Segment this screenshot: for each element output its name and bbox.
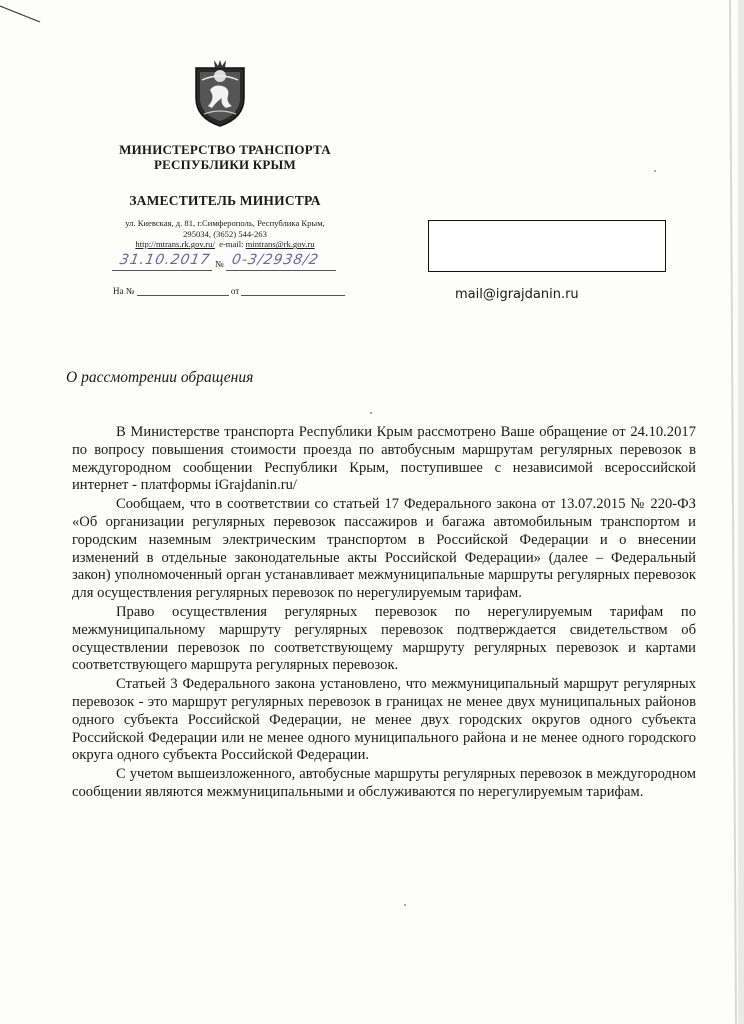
reply-to-label: На № <box>113 286 135 296</box>
recipient-redacted-box <box>428 220 666 272</box>
address-line1: ул. Киевская, д. 81, г.Симферополь, Республика Крым, <box>125 218 325 228</box>
ministry-name-line1: МИНИСТЕРСТВО ТРАНСПОРТА <box>119 142 331 157</box>
body-paragraph-1: В Министерстве транспорта Республики Крым рассмотрено Ваше обращение от 24.10.2017 по вопросу повышения стоимости проезда по автобусным маршрутам регулярных перевозок в междугородном сообщении Республики Крым, поступившее с независимой всероссийской интернет - платформы iGrajdanin.ru/ <box>72 424 696 494</box>
address-line2: 295034, (3652) 544-263 <box>183 228 267 239</box>
email-link[interactable]: mintrans@rk.gov.ru <box>245 239 315 250</box>
ministry-name-line2: РЕСПУБЛИКИ КРЫМ <box>154 157 296 172</box>
reply-to-blank <box>137 287 229 296</box>
body-paragraph-5: С учетом вышеизложенного, автобусные маршруты регулярных перевозок в междугородном сообщении являются межмуниципальными и обслуживаются по нерегулируемым тарифам. <box>72 766 696 800</box>
letter-body <box>72 424 696 803</box>
letter-subject: О рассмотрении обращения <box>66 369 254 386</box>
scan-speck <box>370 412 372 414</box>
email-label: e-mail: <box>219 239 244 250</box>
recipient-email: mail@igrajdanin.ru <box>455 287 579 302</box>
number-underline <box>226 270 336 271</box>
ministry-name <box>90 142 360 172</box>
address-block <box>100 218 350 250</box>
from-blank <box>241 287 345 296</box>
handwritten-date: 31.10.2017 <box>118 252 212 268</box>
handwritten-number: 0-3/2938/2 <box>230 252 321 268</box>
number-label: № <box>215 259 224 269</box>
website-link[interactable]: http://mtrans.rk.gov.ru/ <box>135 239 215 250</box>
body-paragraph-4: Статьей 3 Федерального закона установлено, что межмуниципальный маршрут регулярных перевозок - это маршрут регулярных перевозок в границах не менее двух муниципальных районов одного субъекта Российской Федерации, не менее двух городских округов одного субъекта Российской Федерации или не менее одного муниципального района и не менее одного городского округа одного субъекта Российской Федерации. <box>72 676 696 764</box>
scan-speck <box>654 170 656 172</box>
from-label: от <box>230 286 240 296</box>
body-paragraph-2: Сообщаем, что в соответствии со статьей 17 Федерального закона от 13.07.2015 № 220-ФЗ «Об организации регулярных перевозок пассажиров и багажа автомобильным транспортом и городским наземным электрическим транспортом в Российской Федерации и о внесении изменений в отдельные законодательные акты Российской Федерации» (далее – Федеральный закон) уполномоченный орган устанавливает межмуниципальные маршруты регулярных перевозок для осуществления регулярных перевозок по нерегулируемым тарифам. <box>72 496 696 602</box>
reply-to-row <box>113 286 345 296</box>
date-underline <box>112 270 212 271</box>
position-title: ЗАМЕСТИТЕЛЬ МИНИСТРА <box>129 193 321 208</box>
crimea-coat-of-arms-icon <box>192 58 248 128</box>
body-paragraph-3: Право осуществления регулярных перевозок по нерегулируемым тарифам по межмуниципальному маршруту регулярных перевозок подтверждается свидетельством об осуществлении перевозок по соответствующему маршруту регулярных перевозок и картами соответствующего маршрута регулярных перевозок. <box>72 603 696 674</box>
contact-line <box>100 239 350 250</box>
scan-speck <box>404 904 406 906</box>
